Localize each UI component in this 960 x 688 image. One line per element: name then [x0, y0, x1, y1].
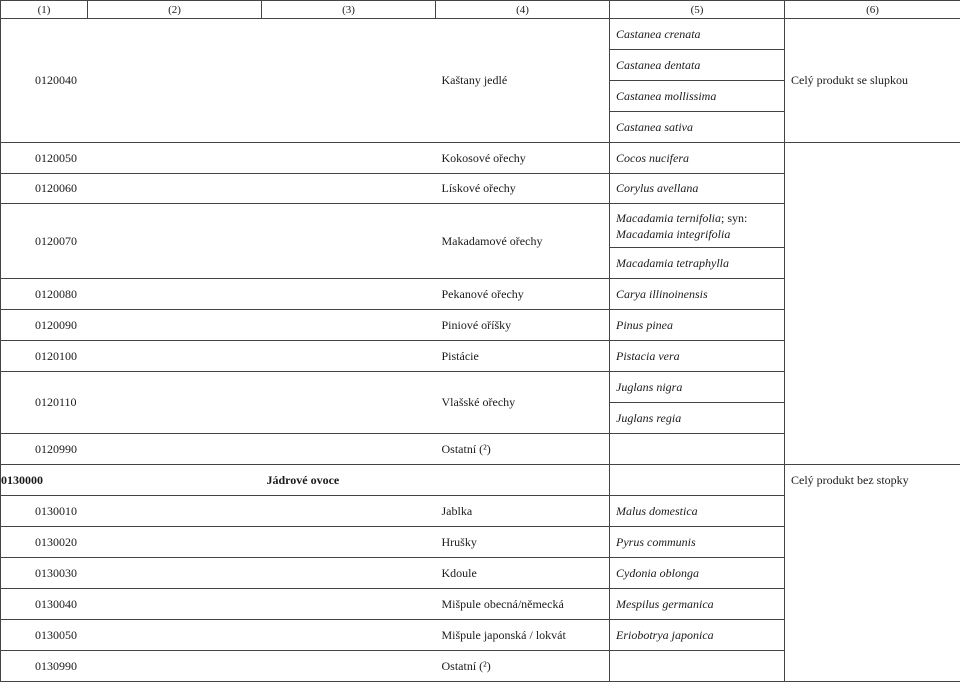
species-name: Malus domestica	[610, 496, 785, 527]
species-name: Castanea sativa	[610, 112, 785, 143]
species-name-primary: Macadamia ternifolia	[616, 210, 721, 225]
table-row	[1, 434, 960, 465]
row-code: 0130050	[1, 620, 262, 651]
species-name: Pinus pinea	[610, 310, 785, 341]
row-name: Ostatní (²)	[436, 651, 610, 682]
group-code: 0130000	[1, 465, 88, 496]
row-code: 0120050	[1, 143, 262, 174]
table-row	[1, 174, 960, 204]
species-name: Eriobotrya japonica	[610, 620, 785, 651]
table-row	[1, 341, 960, 372]
table-row	[1, 19, 960, 50]
row-name: Makadamové ořechy	[436, 204, 610, 279]
row-name: Piniové oříšky	[436, 310, 610, 341]
row-code: 0120070	[1, 204, 262, 279]
group-name: Jádrové ovoce	[88, 465, 436, 496]
header-col-4: (4)	[436, 1, 610, 19]
table-row	[1, 496, 960, 527]
species-name: Castanea mollissima	[610, 81, 785, 112]
row-name: Lískové ořechy	[436, 174, 610, 204]
row-name: Kdoule	[436, 558, 610, 589]
row-name: Jablka	[436, 496, 610, 527]
species-name: Carya illinoinensis	[610, 279, 785, 310]
species-name: Macadamia tetraphylla	[610, 248, 785, 279]
row-code: 0120040	[1, 19, 262, 143]
row-name: Kaštany jedlé	[436, 19, 610, 143]
table-row	[1, 279, 960, 310]
row-name: Kokosové ořechy	[436, 143, 610, 174]
header-col-5: (5)	[610, 1, 785, 19]
header-row	[1, 1, 960, 19]
row-code: 0130990	[1, 651, 262, 682]
table-row	[1, 310, 960, 341]
table-row	[1, 620, 960, 651]
species-name: Cocos nucifera	[610, 143, 785, 174]
row-code: 0120060	[1, 174, 262, 204]
table-row	[1, 372, 960, 403]
row-code: 0120080	[1, 279, 262, 310]
table-row	[1, 143, 960, 174]
species-name: Pistacia vera	[610, 341, 785, 372]
species-name: Pyrus communis	[610, 527, 785, 558]
table-row	[1, 558, 960, 589]
species-name: Juglans nigra	[610, 372, 785, 403]
row-name: Ostatní (²)	[436, 434, 610, 465]
row-name: Vlašské ořechy	[436, 372, 610, 434]
row-code: 0130040	[1, 589, 262, 620]
species-name: Cydonia oblonga	[610, 558, 785, 589]
species-name	[610, 204, 785, 248]
header-col-1: (1)	[1, 1, 88, 19]
row-code: 0130010	[1, 496, 262, 527]
header-col-2: (2)	[88, 1, 262, 19]
header-col-3: (3)	[262, 1, 436, 19]
row-part: Celý produkt se slupkou	[785, 50, 960, 112]
row-part: Celý produkt bez stopky	[785, 465, 960, 496]
species-name-synonym: Macadamia integrifolia	[616, 226, 731, 241]
species-name: Castanea crenata	[610, 19, 785, 50]
table-row	[1, 651, 960, 682]
row-name: Mišpule japonská / lokvát	[436, 620, 610, 651]
species-name: Corylus avellana	[610, 174, 785, 204]
table-row	[1, 527, 960, 558]
row-code: 0120090	[1, 310, 262, 341]
row-code: 0120990	[1, 434, 262, 465]
species-name: Juglans regia	[610, 403, 785, 434]
species-name: Castanea dentata	[610, 50, 785, 81]
row-code: 0130030	[1, 558, 262, 589]
header-col-6: (6)	[785, 1, 960, 19]
table-row	[1, 465, 960, 496]
synonym-label: ; syn:	[721, 210, 748, 225]
row-code: 0120100	[1, 341, 262, 372]
table-row	[1, 204, 960, 248]
row-name: Mišpule obecná/německá	[436, 589, 610, 620]
row-name: Hrušky	[436, 527, 610, 558]
row-name: Pekanové ořechy	[436, 279, 610, 310]
row-name: Pistácie	[436, 341, 610, 372]
species-name: Mespilus germanica	[610, 589, 785, 620]
row-code: 0120110	[1, 372, 262, 434]
row-code: 0130020	[1, 527, 262, 558]
table-row	[1, 589, 960, 620]
